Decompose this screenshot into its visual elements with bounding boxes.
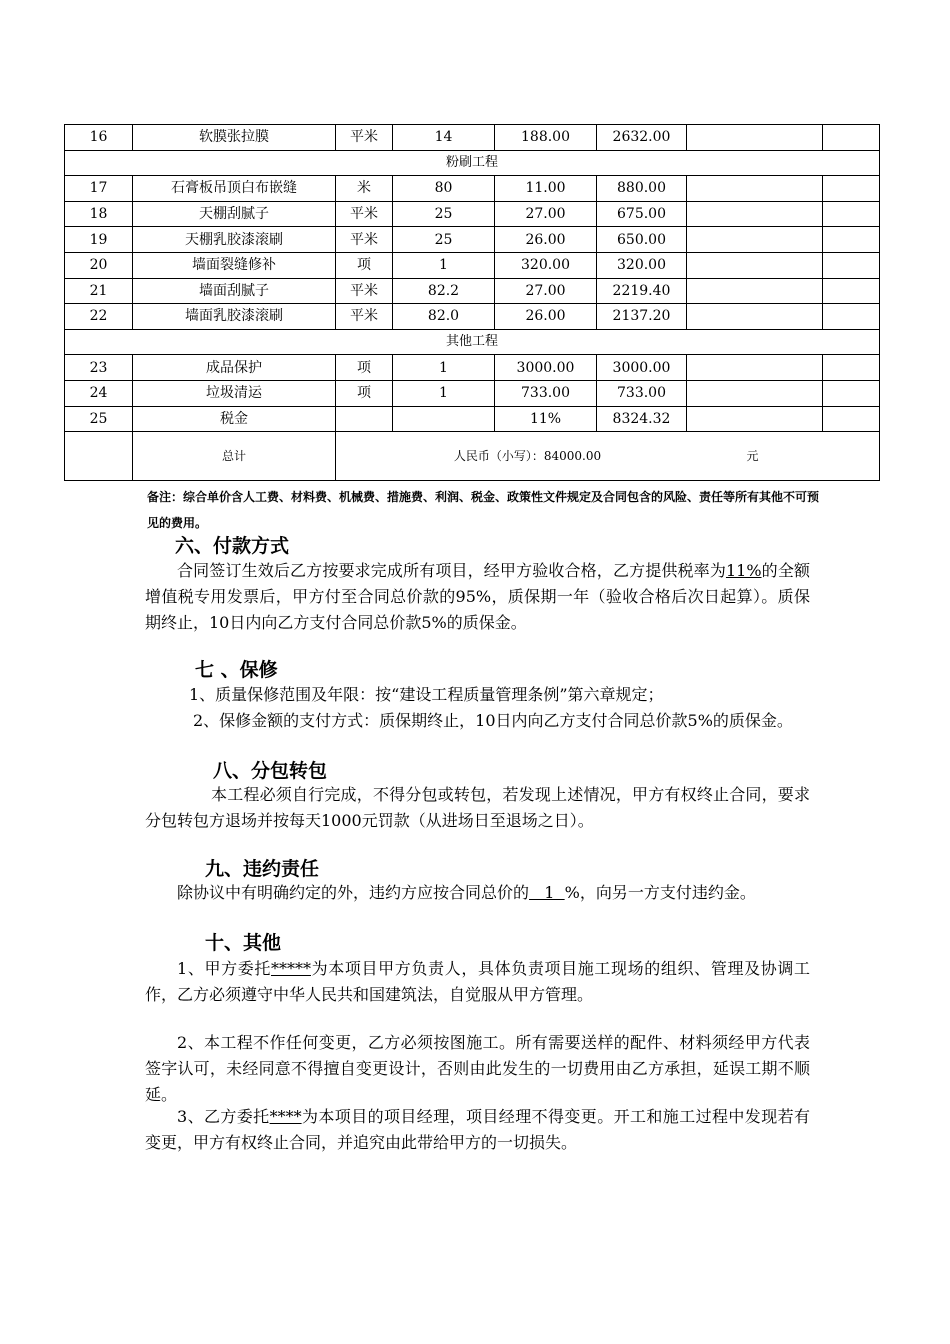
other-paragraph-1 (145, 956, 810, 1008)
section-title-breach: 九、违约责任 (205, 858, 320, 880)
cell-no: 24 (65, 380, 133, 406)
cell-empty (687, 201, 823, 227)
section-title-other: 十、其他 (205, 932, 282, 954)
cell-price: 3000.00 (495, 355, 597, 381)
cell-empty (823, 201, 880, 227)
cell-qty: 14 (393, 125, 495, 151)
cell-amount: 3000.00 (597, 355, 687, 381)
cell-amount: 2219.40 (597, 278, 687, 304)
cell-price: 27.00 (495, 201, 597, 227)
cell-name: 垃圾清运 (133, 380, 336, 406)
section-title-warranty: 七 、保修 (195, 659, 278, 681)
cell-name: 天棚刮腻子 (133, 201, 336, 227)
cell-empty (687, 252, 823, 278)
cell-no: 20 (65, 252, 133, 278)
cell-unit: 米 (336, 176, 393, 202)
other-p3-name: **** (269, 1107, 302, 1126)
cell-empty (687, 278, 823, 304)
cell-price: 733.00 (495, 380, 597, 406)
total-amount: 人民币（小写）：84000.00 (453, 449, 602, 464)
section-header-cell: 粉刷工程 (65, 150, 880, 176)
cell-no: 21 (65, 278, 133, 304)
section-title-payment: 六、付款方式 (175, 535, 290, 557)
table-row (65, 380, 880, 406)
cell-qty: 80 (393, 176, 495, 202)
cell-amount: 2632.00 (597, 125, 687, 151)
cell-no: 17 (65, 176, 133, 202)
cell-empty (823, 278, 880, 304)
table-section-row (65, 150, 880, 176)
other-p3-text-b: 为本项目的项目经理，项目经理不得变更。开工和施工过程中发现若有变更，甲方有权终止合同，并追究由此带给甲方的一切损失。 (145, 1107, 810, 1152)
cell-no: 23 (65, 355, 133, 381)
cell-empty (823, 380, 880, 406)
cell-no: 25 (65, 406, 133, 432)
cell-no: 16 (65, 125, 133, 151)
cell-no: 19 (65, 227, 133, 253)
bill-of-quantities-table (64, 124, 880, 481)
cell-amount: 2137.20 (597, 304, 687, 330)
cell-no: 22 (65, 304, 133, 330)
cell-unit: 平米 (336, 304, 393, 330)
table-row (65, 176, 880, 202)
total-amount-cell (336, 432, 880, 481)
table-total-row (65, 432, 880, 481)
cell-empty (687, 125, 823, 151)
table-row (65, 201, 880, 227)
cell-amount: 8324.32 (597, 406, 687, 432)
cell-empty (687, 304, 823, 330)
cell-unit: 平米 (336, 227, 393, 253)
other-p1-name: ***** (270, 959, 311, 978)
subcontract-paragraph: 本工程必须自行完成，不得分包或转包，若发现上述情况，甲方有权终止合同，要求分包转包方退场并按每天1000元罚款（从进场日至退场之日）。 (145, 785, 810, 830)
cell-name: 税金 (133, 406, 336, 432)
breach-rate: 1 (529, 883, 565, 902)
breach-text-b: %，向另一方支付违约金。 (564, 883, 756, 902)
cell-price: 11% (495, 406, 597, 432)
cell-name: 墙面刮腻子 (133, 278, 336, 304)
table-row (65, 406, 880, 432)
table-body (65, 125, 880, 481)
cell-name: 石膏板吊顶白布嵌缝 (133, 176, 336, 202)
other-p1-text-a: 1、甲方委托 (177, 959, 271, 978)
cell-qty: 25 (393, 201, 495, 227)
cell-amount: 880.00 (597, 176, 687, 202)
cell-qty: 82.0 (393, 304, 495, 330)
cell-name: 墙面乳胶漆滚刷 (133, 304, 336, 330)
cell-qty: 82.2 (393, 278, 495, 304)
table-row (65, 252, 880, 278)
cell-empty (823, 304, 880, 330)
cell-name: 软膜张拉膜 (133, 125, 336, 151)
cell-price: 320.00 (495, 252, 597, 278)
table-note: 备注：综合单价含人工费、材料费、机械费、措施费、利润、税金、政策性文件规定及合同包含的风险、责任等所有其他不可预见的费用。 (147, 490, 820, 530)
other-p1-text-b: 为本项目甲方负责人，具体负责项目施工现场的组织、管理及协调工作，乙方必须遵守中华人民共和国建筑法，自觉服从甲方管理。 (145, 959, 810, 1004)
cell-no: 18 (65, 201, 133, 227)
table-row (65, 125, 880, 151)
cell-unit (336, 406, 393, 432)
warranty-paragraph-1: 1、质量保修范围及年限：按“建设工程质量管理条例”第六章规定； (189, 685, 664, 704)
breach-paragraph (145, 880, 810, 906)
cell-price: 188.00 (495, 125, 597, 151)
cell-amount: 320.00 (597, 252, 687, 278)
cell-unit: 平米 (336, 278, 393, 304)
cell-empty (823, 227, 880, 253)
cell-empty (823, 176, 880, 202)
cell-unit: 平米 (336, 201, 393, 227)
cell-price: 26.00 (495, 227, 597, 253)
total-label: 总计 (133, 432, 336, 481)
cell-price: 26.00 (495, 304, 597, 330)
cell-empty (823, 406, 880, 432)
cell-empty (687, 227, 823, 253)
table-row (65, 355, 880, 381)
cell-name: 成品保护 (133, 355, 336, 381)
cell-unit: 项 (336, 252, 393, 278)
cell-empty (823, 252, 880, 278)
warranty-paragraph-2: 2、保修金额的支付方式：质保期终止，10日内向乙方支付合同总价款5%的质保金。 (193, 711, 793, 730)
cell-unit: 项 (336, 380, 393, 406)
cell-empty (823, 125, 880, 151)
cell-price: 11.00 (495, 176, 597, 202)
cell-amount: 650.00 (597, 227, 687, 253)
payment-text-b: 的全额增值税专用发票后，甲方付至合同总价款的95%，质保期一年（验收合格后次日起算）。质保期终止，10日内向乙方支付合同总价款5%的质保金。 (145, 561, 810, 632)
payment-tax-rate: 11% (725, 561, 762, 580)
other-paragraph-2: 2、本工程不作任何变更，乙方必须按图施工。所有需要送样的配件、材料须经甲方代表签字认可，未经同意不得擅自变更设计，否则由此发生的一切费用由乙方承担，延误工期不顺延。 (145, 1033, 810, 1104)
cell-name: 天棚乳胶漆滚刷 (133, 227, 336, 253)
cell-qty: 1 (393, 380, 495, 406)
section-header-cell: 其他工程 (65, 329, 880, 355)
cell-name: 墙面裂缝修补 (133, 252, 336, 278)
cell-price: 27.00 (495, 278, 597, 304)
cell-empty (823, 355, 880, 381)
table-row (65, 278, 880, 304)
cell-unit: 项 (336, 355, 393, 381)
cell-amount: 675.00 (597, 201, 687, 227)
cell-amount: 733.00 (597, 380, 687, 406)
breach-text-a: 除协议中有明确约定的外，违约方应按合同总价的 (177, 883, 530, 902)
payment-text-a: 合同签订生效后乙方按要求完成所有项目，经甲方验收合格，乙方提供税率为 (177, 561, 726, 580)
cell-empty (65, 432, 133, 481)
other-p3-text-a: 3、乙方委托 (177, 1107, 270, 1126)
cell-empty (687, 380, 823, 406)
payment-paragraph (145, 558, 810, 636)
cell-unit: 平米 (336, 125, 393, 151)
total-currency: 元 (746, 449, 759, 464)
section-title-subcontract: 八、分包转包 (213, 760, 328, 782)
cell-qty (393, 406, 495, 432)
cell-empty (687, 406, 823, 432)
table-section-row (65, 329, 880, 355)
cell-empty (687, 355, 823, 381)
cell-qty: 1 (393, 355, 495, 381)
table-row (65, 227, 880, 253)
other-paragraph-3 (145, 1104, 810, 1156)
cell-qty: 25 (393, 227, 495, 253)
cell-qty: 1 (393, 252, 495, 278)
cell-empty (687, 176, 823, 202)
table-row (65, 304, 880, 330)
